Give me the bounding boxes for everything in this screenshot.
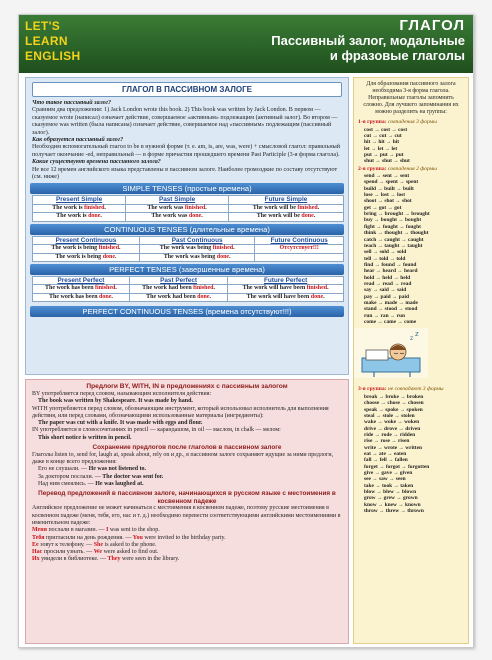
- cell-text: The work had been: [146, 293, 198, 300]
- cell-text: The work will have been: [242, 285, 307, 292]
- table-cell: [228, 204, 343, 212]
- english-text: were invited to the birthday party.: [142, 534, 226, 541]
- perfect-tenses-table: [32, 276, 344, 302]
- column-header: Future Perfect: [228, 276, 344, 284]
- verb-forms: let → let → let: [364, 145, 398, 152]
- pronoun-ru: Меня: [32, 527, 47, 534]
- verb-forms: cut → cut → cut: [364, 132, 402, 139]
- verb-list: [354, 394, 468, 515]
- cell-text: The work was being: [159, 245, 213, 252]
- question-text: Что такое пассивный залог?: [32, 100, 112, 106]
- english-text: The doctor was sent for.: [102, 473, 164, 480]
- table-cell: [228, 293, 344, 301]
- svg-text:z: z: [410, 335, 414, 343]
- verb-forms: sell → sold → sold: [364, 249, 407, 256]
- cell-highlight: finished: [297, 204, 318, 211]
- with-rule: WITH употребляется перед словом, обозначающим инструмент, который использовал исполнитель для выполнения действия, или перед словами, обозначающими использованные материалы (ингредиенты):: [32, 405, 329, 419]
- verb-forms: fight → fought → fought: [364, 223, 421, 230]
- verb-forms: speak → spoke → spoken: [364, 406, 423, 413]
- cell-text: .: [201, 213, 203, 220]
- group-label: 2-я группа:: [358, 165, 387, 172]
- logo: [25, 19, 117, 64]
- paragraph: Сравним два предложения: 1) Jack London wrote this book. 2) This book was written by Jack London. В первом — сказуемое wrote (написал) означает действие, совершаемое «активным» подлежащим (активный залог). Во втором — сказуемое was written (была написана) означает действие, совершаемое над «пассивным» подлежащим (пассивный залог).: [32, 107, 338, 136]
- title-line: и фразовые глаголы: [329, 48, 465, 63]
- english-text: He was not listened to.: [88, 466, 147, 473]
- table-row: [33, 253, 344, 261]
- cell-text: .: [115, 253, 117, 260]
- verb-forms: cost → cost → cost: [364, 126, 408, 133]
- group-note: совпадения 3 формы: [386, 119, 437, 125]
- cell-highlight: Отсутствует!!!: [279, 245, 319, 252]
- group-title: [354, 385, 468, 394]
- example-line: [26, 481, 348, 488]
- verb-forms: make → made → made: [364, 299, 418, 306]
- column-header: Past Simple: [126, 196, 229, 204]
- table-row: [33, 285, 344, 293]
- verb-forms: give → gave → given: [364, 469, 413, 476]
- verb-forms: drive → drove → driven: [364, 425, 421, 432]
- russian-text: увидели в библиотеке. —: [39, 556, 108, 563]
- paragraph: Не все 12 времен английского языка представлены в пассивном залоге. Наиболее громоздкие по составу отсутствуют (см. ниже): [32, 166, 338, 181]
- in-rule: IN употребляется в словосочетаниях in pencil — карандашом, in oil — маслом, in chalk — мелом:: [32, 427, 281, 434]
- cell-text: .: [205, 204, 207, 211]
- verb-forms: send → sent → sent: [364, 173, 410, 180]
- table-cell: [33, 253, 140, 261]
- verb-forms: stand → stood → stood: [364, 306, 418, 313]
- table-cell: [139, 253, 255, 261]
- poster: [18, 14, 474, 648]
- cell-text: .: [100, 213, 102, 220]
- column-header: Future Continuous: [255, 236, 344, 244]
- cell-highlight: finished: [98, 245, 120, 252]
- cell-text: .: [323, 293, 325, 300]
- table-cell: [33, 204, 126, 212]
- paragraph: Для образования пассивного залога необходима 3-я форма глагола. Неправильные глаголы запомнить сложно. Для лучшего запоминания их можно разделить на группы:: [363, 81, 459, 115]
- cell-highlight: done: [216, 253, 230, 260]
- table-cell: [255, 245, 344, 253]
- title-line: ГЛАГОЛ: [399, 17, 465, 34]
- table-cell: [33, 293, 130, 301]
- group-note: не совпадают 3 формы: [386, 386, 444, 393]
- simple-tenses-bar: SIMPLE TENSES (простые времена): [30, 183, 344, 194]
- column-header: Present Continuous: [33, 236, 140, 244]
- page-title: [271, 18, 465, 63]
- perfect-tenses-bar: PERFECT TENSES (завершенные времена): [30, 264, 344, 275]
- continuous-tenses-bar: CONTINUOUS TENSES (длительные времена): [30, 224, 344, 235]
- verb-list: [354, 127, 468, 165]
- table-cell: [33, 285, 130, 293]
- example-line: [26, 474, 348, 481]
- russian-text: зовут к телефону. —: [38, 541, 94, 548]
- cell-text: .: [213, 285, 215, 292]
- column-header: Past Continuous: [139, 236, 255, 244]
- verb-forms: wake → woke → woken: [364, 419, 420, 426]
- verb-forms: say → said → said: [364, 287, 407, 294]
- example-line: [26, 535, 348, 542]
- english-text: is asked to the phone.: [103, 541, 157, 548]
- table-row: [33, 245, 344, 253]
- cell-text: .: [115, 285, 117, 292]
- russian-text: Его не слушали. —: [38, 466, 89, 473]
- table-cell: [129, 285, 227, 293]
- continuous-tenses-table: [32, 236, 344, 262]
- paragraph: Глаголы listen to, send for, laugh at, speak about, rely on и др., в пассивном залоге сохраняют идущие за ними предлоги, даже в конце всего предложения:: [32, 451, 334, 465]
- verb-forms: come → came → come: [364, 318, 417, 325]
- verb-forms: hold → held → held: [364, 274, 411, 281]
- verb-forms: build → built → built: [364, 185, 414, 192]
- table-cell: [228, 285, 344, 293]
- column-header: Present Perfect: [33, 276, 130, 284]
- cell-highlight: done: [102, 253, 116, 260]
- cell-highlight: finished: [212, 245, 234, 252]
- pronoun-ru: Тебя: [32, 534, 45, 541]
- verb-forms: pay → paid → paid: [364, 293, 409, 300]
- verb-forms: put → put → put: [364, 151, 404, 158]
- examples-list: [26, 527, 348, 563]
- cell-highlight: finished: [193, 285, 214, 292]
- table-cell: [33, 245, 140, 253]
- table-cell: [255, 253, 344, 261]
- cell-highlight: done: [310, 293, 324, 300]
- verb-forms: teach → taught → taught: [364, 242, 423, 249]
- section-title: Предлоги BY, WITH, IN в предложениях с пассивным залогом: [86, 383, 288, 390]
- cell-text: The work was: [151, 213, 189, 220]
- group-title: [354, 165, 468, 174]
- pronoun-en: We: [93, 549, 103, 556]
- verb-forms: run → ran → run: [364, 312, 406, 319]
- verb-forms: fall → fell → fallen: [364, 457, 408, 464]
- group-title: [354, 118, 468, 127]
- table-header-row: [33, 276, 344, 284]
- verb-forms: hit → hit → hit: [364, 139, 400, 146]
- pronoun-en: She: [93, 541, 104, 548]
- cell-highlight: finished: [306, 285, 328, 292]
- verb-forms: know → knew → known: [364, 501, 421, 508]
- example-line: [26, 527, 348, 534]
- table-cell: [126, 213, 229, 221]
- cell-text: .: [111, 293, 113, 300]
- cell-text: The work was: [147, 204, 185, 211]
- by-rule: BY употребляется перед словом, называющим исполнителя действия:: [32, 391, 212, 397]
- table-cell: [228, 213, 343, 221]
- cell-text: The work is being: [51, 245, 99, 252]
- column-header: Future Simple: [228, 196, 343, 204]
- irregular-verbs-column: [353, 77, 469, 644]
- verb-forms: see → saw → seen: [364, 476, 406, 483]
- russian-text: послали в магазин. —: [46, 527, 107, 534]
- pronoun-en: I: [106, 527, 109, 534]
- passive-voice-block: [25, 77, 349, 375]
- header: [19, 15, 474, 73]
- verb-forms: buy → bought → bought: [364, 217, 422, 224]
- examples-list: [26, 466, 348, 488]
- table-row: [33, 293, 344, 301]
- english-text: were asked to find out.: [102, 549, 159, 556]
- table-cell: [139, 245, 255, 253]
- cell-highlight: done: [301, 213, 314, 220]
- cell-text: The work will have been: [246, 293, 311, 300]
- pronoun-ru: Ее: [32, 541, 39, 548]
- section-subtitle: Сохранение предлогов после глаголов в пассивном залоге: [92, 444, 282, 452]
- cell-text: The work is: [56, 213, 89, 220]
- svg-text:z: z: [415, 330, 419, 339]
- with-example: The paper was cut with a knife. It was made with eggs and flour.: [38, 420, 203, 427]
- table-row: [33, 204, 344, 212]
- cell-text: The work has been: [49, 293, 100, 300]
- cell-highlight: done: [188, 213, 202, 220]
- verb-forms: find → found → found: [364, 261, 417, 268]
- verb-forms: blow → blew → blown: [364, 488, 417, 495]
- cell-text: .: [313, 213, 316, 220]
- verb-forms: catch → caught → caught: [364, 236, 424, 243]
- verb-forms: grow → grew → grown: [364, 495, 418, 502]
- pronoun-ru: Нас: [32, 549, 43, 556]
- by-example: The book was written by Shakespeare. It was made by hand.: [38, 398, 193, 405]
- cell-text: The work has been: [45, 285, 96, 292]
- perfect-continuous-bar: PERFECT CONTINUOUS TENSES (времена отсутствуют!!!): [30, 306, 344, 317]
- column-header: Present Simple: [33, 196, 126, 204]
- verb-forms: ride → rode → ridden: [364, 431, 416, 438]
- verb-forms: write → wrote → written: [364, 444, 422, 451]
- paragraph: Английское предложение не может начинаться с местоимения в косвенном падеже, поэтому русские местоимения в косвенном падеже (меня, тебя, его, нас и т. д.) необходимо перевести соответствующими английскими местоимениями в именительном падеже:: [32, 505, 341, 526]
- table-header-row: [33, 236, 344, 244]
- logo-line: ENGLISH: [25, 49, 81, 63]
- verb-forms: spend → spent → spent: [364, 179, 419, 186]
- cell-text: The work is being: [55, 253, 103, 260]
- table-row: [33, 213, 344, 221]
- verb-forms: think → thought → thought: [364, 230, 429, 237]
- logo-line: LEARN: [25, 34, 68, 48]
- prepositions-block: [25, 379, 349, 644]
- section-subtitle: Перевод предложений в пассивном залоге, начинающихся в русском языке с местоимения в косвенном падеже: [38, 490, 336, 505]
- example-line: [26, 556, 348, 563]
- russian-text: За доктором послали. —: [38, 473, 103, 480]
- question: [26, 159, 348, 166]
- cell-text: .: [104, 204, 106, 211]
- table-cell: [126, 204, 229, 212]
- cell-highlight: done: [88, 213, 101, 220]
- verb-forms: throw → threw → thrown: [364, 508, 424, 514]
- verb-forms: bring → brought → brought: [364, 211, 430, 218]
- verb-forms: hear → heard → heard: [364, 268, 418, 275]
- pronoun-en: You: [132, 534, 143, 541]
- cell-text: .: [233, 245, 235, 252]
- logo-line: LET'S: [25, 19, 61, 33]
- cell-text: The work was being: [163, 253, 217, 260]
- pronoun-ru: Их: [32, 556, 40, 563]
- russian-text: пригласили на день рождения. —: [44, 534, 133, 541]
- english-text: He was laughed at.: [95, 480, 144, 487]
- cell-highlight: finished: [84, 204, 105, 211]
- cell-text: The work is: [52, 204, 85, 211]
- pronoun-en: They: [107, 556, 121, 563]
- verb-forms: steal → stole → stolen: [364, 412, 415, 419]
- column-header: Past Perfect: [129, 276, 227, 284]
- cell-highlight: finished: [95, 285, 116, 292]
- simple-tenses-table: [32, 195, 344, 221]
- verb-forms: break → broke → broken: [364, 393, 424, 400]
- question-text: Какие существуют времена пассивного залога?: [32, 159, 161, 166]
- russian-text: Над ним смеялись. —: [38, 480, 96, 487]
- section-title: ГЛАГОЛ В ПАССИВНОМ ЗАЛОГЕ: [32, 82, 342, 97]
- example-line: [26, 466, 348, 473]
- verb-forms: shoot → shot → shot: [364, 198, 412, 205]
- cell-text: .: [119, 245, 121, 252]
- english-text: were seen in the library.: [120, 556, 180, 563]
- table-cell: [33, 213, 126, 221]
- verb-forms: take → took → taken: [364, 482, 414, 489]
- paragraph: Необходим вспомогательный глагол to be в нужной форме (т. е. am, is, are, was, were) + смысловой глагол: правильный получает окончание -ed, неправильный — в форме причастия прошедшего времени Past Participle (3-я форма глагола).: [32, 144, 340, 158]
- cell-highlight: done: [197, 293, 210, 300]
- title-line: Пассивный залог, модальные: [271, 33, 465, 48]
- group-note: совпадения 2 формы: [386, 165, 437, 172]
- cell-text: .: [209, 293, 211, 300]
- verb-forms: get → got → got: [364, 204, 402, 211]
- in-example: This short notice is written in pencil.: [38, 434, 132, 441]
- verb-forms: eat → ate → eaten: [364, 450, 407, 457]
- cell-text: .: [327, 285, 329, 292]
- verb-forms: forget → forgot → forgotten: [364, 463, 430, 470]
- verb-forms: choose → chose → chosen: [364, 400, 424, 407]
- verb-forms: tell → told → told: [364, 255, 406, 262]
- english-text: was sent to the shop.: [108, 527, 160, 534]
- verb-forms: lose → lost → lost: [364, 192, 406, 199]
- verb-forms: read → read → read: [364, 280, 412, 287]
- cell-text: The work will be: [252, 204, 298, 211]
- sleeping-student-illustration: [354, 328, 428, 378]
- table-header-row: [33, 196, 344, 204]
- verb-forms: rise → rose → risen: [364, 438, 410, 445]
- verb-list: [354, 173, 468, 325]
- group-label: 3-я группа:: [358, 386, 387, 393]
- cell-highlight: finished: [184, 204, 206, 211]
- table-cell: [129, 293, 227, 301]
- cell-highlight: done: [99, 293, 112, 300]
- verb-forms: shut → shut → shut: [364, 158, 410, 165]
- cell-text: .: [317, 204, 320, 211]
- question-text: Как образуется пассивный залог?: [32, 137, 124, 144]
- cell-text: The work will be: [256, 213, 302, 220]
- group-label: 1-я группа:: [358, 119, 387, 125]
- cell-text: .: [229, 253, 231, 260]
- cell-text: The work had been: [142, 285, 194, 292]
- russian-text: просили узнать. —: [42, 549, 94, 556]
